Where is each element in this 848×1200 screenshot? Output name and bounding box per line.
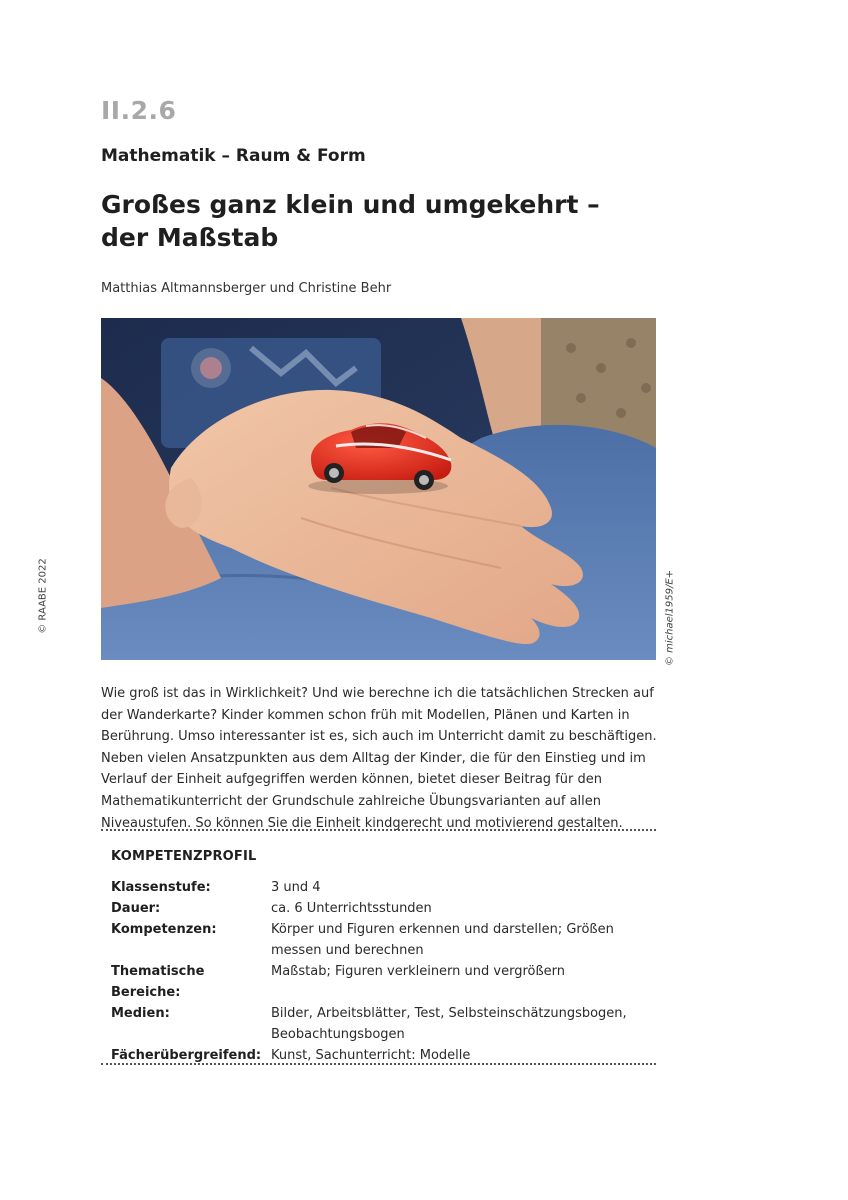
intro-paragraph: Wie groß ist das in Wirklichkeit? Und wie berechne ich die tatsächlichen Strecken auf der Wanderkarte? Kinder kommen schon früh mit Modellen, Plänen und Karten in Berührung. Umso interessanter ist es, sich auch im Unterricht damit zu beschäftigen. Neben vielen Ansatzpunkten aus dem Alltag der Kinder, die für den Einstieg und im Verlauf der Einheit aufgegriffen werden können, bietet dieser Beitrag für den Mathematikunterricht der Grundschule zahlreiche Übungsvarianten auf allen Niveaustufen. So können Sie die Einheit kindgerecht und motivierend gestalten. <box>101 686 657 831</box>
competence-profile-heading: KOMPETENZPROFIL <box>111 849 257 864</box>
authors: Matthias Altmannsberger und Christine Behr <box>101 281 392 296</box>
profile-row <box>111 1003 651 1045</box>
profile-row <box>111 961 651 1003</box>
subject-heading: Mathematik – Raum & Form <box>101 146 366 166</box>
profile-label: Medien: <box>111 1006 170 1021</box>
title-line-2: der Maßstab <box>101 223 279 252</box>
section-code: II.2.6 <box>101 96 177 125</box>
photo-credit: © michael1959/E+ <box>664 569 676 667</box>
profile-label: Dauer: <box>111 901 161 916</box>
profile-row <box>111 919 651 961</box>
competence-profile-table <box>111 877 651 1066</box>
profile-label: Fächerübergreifend: <box>111 1048 262 1063</box>
profile-label: Thematische Bereiche: <box>111 964 205 1000</box>
profile-value: Körper und Figuren erkennen und darstellen; Größen messen und berechnen <box>271 922 614 958</box>
profile-value: 3 und 4 <box>271 880 321 895</box>
profile-row <box>111 898 651 919</box>
title-line-1: Großes ganz klein und umgekehrt – <box>101 190 600 219</box>
profile-label: Klassenstufe: <box>111 880 211 895</box>
profile-label: Kompetenzen: <box>111 922 217 937</box>
page-title <box>101 188 701 254</box>
profile-value: ca. 6 Unterrichtsstunden <box>271 901 432 916</box>
profile-value: Maßstab; Figuren verkleinern und vergrößern <box>271 964 566 979</box>
profile-row <box>111 877 651 898</box>
divider-top <box>101 829 656 831</box>
hero-photo <box>101 318 656 660</box>
profile-value: Bilder, Arbeitsblätter, Test, Selbsteinschätzungsbogen, Beobachtungsbogen <box>271 1006 627 1042</box>
divider-bottom <box>101 1063 656 1065</box>
copyright-notice: © RAABE 2022 <box>37 558 49 634</box>
profile-value: Kunst, Sachunterricht: Modelle <box>271 1048 471 1063</box>
hand-with-toy-car-illustration <box>101 318 656 660</box>
